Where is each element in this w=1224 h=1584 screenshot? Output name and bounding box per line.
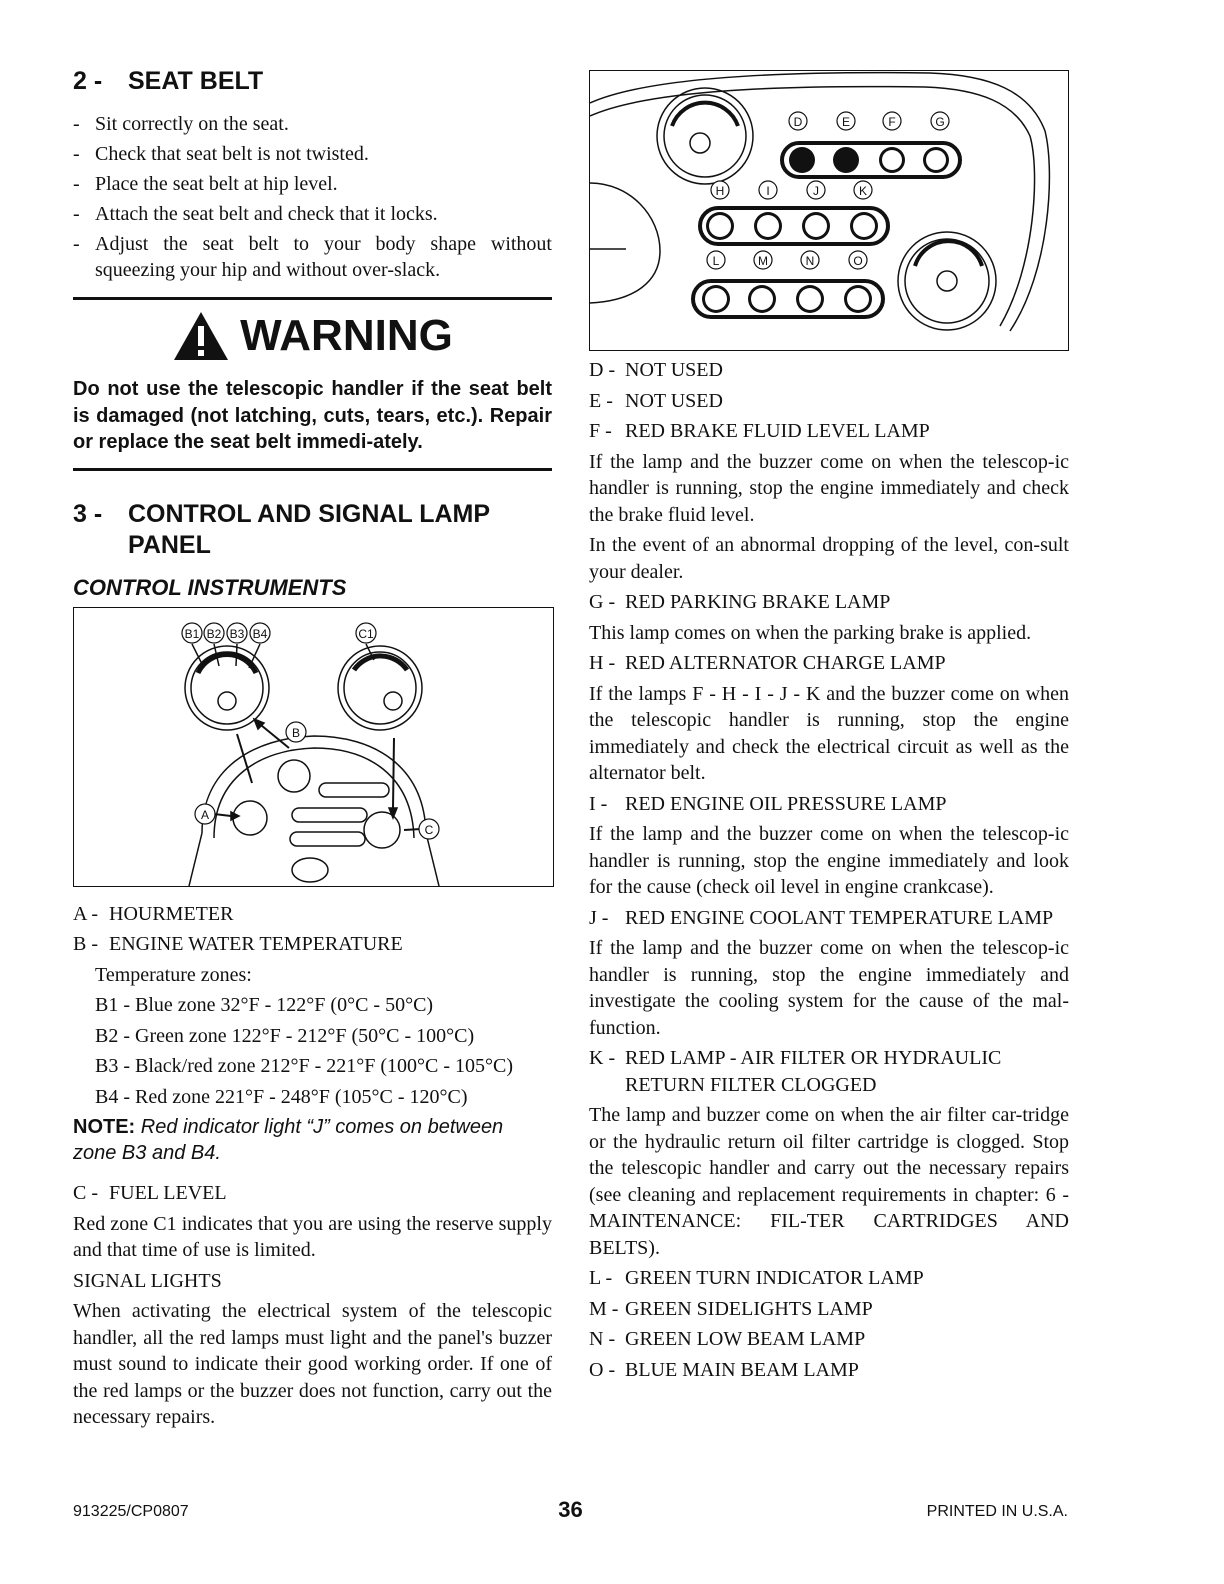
item-g-text: This lamp comes on when the parking brake is applied. xyxy=(589,621,1032,644)
zone-b3: B3 - Black/red zone 212°F - 221°F (100°C - 105°C) xyxy=(95,1055,514,1077)
warning-triangle-icon xyxy=(172,310,230,362)
item-b: B - ENGINE WATER TEMPERATURE xyxy=(73,933,403,955)
label-g: G xyxy=(935,115,945,129)
item-a: A - HOURMETER xyxy=(73,902,234,925)
label-a: A xyxy=(200,807,210,822)
signal-lights-heading: SIGNAL LIGHTS xyxy=(73,1269,222,1292)
label-l: L xyxy=(712,254,720,268)
label-m: M xyxy=(758,254,768,268)
control-instruments-heading: CONTROL INSTRUMENTS xyxy=(73,574,347,600)
warning-title xyxy=(73,310,552,362)
fuel-text: Red zone C1 indicates that you are using the reserve supply and that time of use is limited. xyxy=(73,1212,552,1261)
item-h-text: If the lamps F - H - I - J - K and the buzzer come on when the telescopic handler is running, stop the engine immediately and check the electrical circuit as well as the alternator belt. xyxy=(589,682,1069,784)
label-j: J xyxy=(813,184,819,198)
list-item: - Adjust the seat belt to your body shape without squeezing your hip and without over-slack. xyxy=(73,233,552,281)
label-b3: B3 xyxy=(229,626,245,641)
page-footer xyxy=(73,1497,1068,1524)
warning-text: Do not use the telescopic handler if the seat belt is damaged (not latching, cuts, tears, etc.). Repair or replace the seat belt immedi-ately. xyxy=(73,378,552,453)
printed-note: PRINTED IN U.S.A. xyxy=(926,1503,1068,1520)
section-number: 3 - xyxy=(73,499,103,528)
signal-lamp-figure xyxy=(589,70,1069,351)
control-instruments-figure xyxy=(73,607,554,887)
page-number: 36 xyxy=(558,1497,583,1522)
label-e: E xyxy=(841,115,851,129)
label-c1: C1 xyxy=(358,626,374,641)
zone-b1: B1 - Blue zone 32°F - 122°F (0°C - 50°C) xyxy=(95,994,434,1016)
item-c: C - FUEL LEVEL xyxy=(73,1182,227,1204)
label-h: H xyxy=(715,184,725,198)
label-b: B xyxy=(291,725,301,740)
item-o: O - BLUE MAIN BEAM LAMP xyxy=(589,1358,859,1381)
item-f-text: If the lamp and the buzzer come on when the telescop-ic handler is running, stop the engine immediately and check the brake fluid level. xyxy=(589,450,1069,526)
note: NOTE: Red indicator light “J” comes on between zone B3 and B4. xyxy=(73,1116,504,1164)
list-item: - Check that seat belt is not twisted. xyxy=(73,143,369,165)
left-column xyxy=(73,66,552,1435)
section-title: SEAT BELT xyxy=(128,67,264,95)
item-n: N - GREEN LOW BEAM LAMP xyxy=(589,1328,866,1350)
label-n: N xyxy=(805,254,815,268)
zone-b2: B2 - Green zone 122°F - 212°F (50°C - 100°C) xyxy=(95,1024,475,1047)
zone-b4: B4 - Red zone 221°F - 248°F (105°C - 120°C) xyxy=(95,1085,468,1108)
label-o: O xyxy=(853,254,863,268)
label-c: C xyxy=(424,822,434,837)
item-k-text: The lamp and buzzer come on when the air filter car-tridge or the hydraulic return oil filter cartridge is clogged. Stop the telescopic handler and carry out the necessary repairs (see cleaning and replacement requirements in chapter: 6 - MAINTENANCE: FIL-TER CARTRIDGES AND BELTS). xyxy=(589,1104,1069,1259)
item-j: J - RED ENGINE COOLANT TEMPERATURE LAMP xyxy=(589,906,1054,929)
list-item: - Place the seat belt at hip level. xyxy=(73,173,338,195)
list-item: - Attach the seat belt and check that it locks. xyxy=(73,203,438,225)
item-d: D - NOT USED xyxy=(589,359,723,381)
divider xyxy=(73,468,552,471)
item-l: L - GREEN TURN INDICATOR LAMP xyxy=(589,1267,924,1289)
item-f-text-2: In the event of an abnormal dropping of the level, con-sult your dealer. xyxy=(589,534,1069,583)
label-i: I xyxy=(766,184,770,198)
divider xyxy=(73,297,552,300)
lamp-panel-diagram xyxy=(590,71,1068,350)
seat-belt-list xyxy=(73,111,552,283)
temp-zones-label: Temperature zones: xyxy=(95,963,252,986)
item-i-text: If the lamp and the buzzer come on when the telescop-ic handler is running, stop the engine immediately and look for the cause (check oil level in engine crankcase). xyxy=(589,823,1069,898)
label-b2: B2 xyxy=(206,626,222,641)
section-number: 2 - xyxy=(73,67,103,95)
right-column xyxy=(589,70,1069,1387)
item-h: H - RED ALTERNATOR CHARGE LAMP xyxy=(589,652,946,674)
signal-lights-text: When activating the electrical system of the telescopic handler, all the red lamps must light and the panel's buzzer must sound to indicate their good working order. If one of the red lamps or the buzzer does not function, carry out the necessary repairs. xyxy=(73,1300,552,1428)
warning-label: WARNING xyxy=(240,311,453,360)
item-j-text: If the lamp and the buzzer come on when the telescop-ic handler is running, stop the engine immediately and investigate the cooling system for the cause of the mal-function. xyxy=(589,937,1069,1039)
item-m: M - GREEN SIDELIGHTS LAMP xyxy=(589,1297,873,1320)
label-k: K xyxy=(858,184,868,198)
section-title: CONTROL AND SIGNAL LAMP PANEL xyxy=(128,499,490,559)
label-d: D xyxy=(793,115,803,129)
control-panel-heading xyxy=(73,499,552,561)
list-item: - Sit correctly on the seat. xyxy=(73,113,289,135)
item-f: F - RED BRAKE FLUID LEVEL LAMP xyxy=(589,420,930,442)
instrument-panel-diagram xyxy=(74,608,553,886)
label-b4: B4 xyxy=(252,626,268,641)
doc-id: 913225/CP0807 xyxy=(73,1503,189,1520)
item-e: E - NOT USED xyxy=(589,389,723,412)
item-g: G - RED PARKING BRAKE LAMP xyxy=(589,591,891,613)
seat-belt-heading xyxy=(73,66,552,97)
item-k: K - RED LAMP - AIR FILTER OR HYDRAULIC RETURN FILTER CLOGGED xyxy=(589,1047,1002,1096)
item-i: I - RED ENGINE OIL PRESSURE LAMP xyxy=(589,792,947,815)
label-b1: B1 xyxy=(184,626,200,641)
label-f: F xyxy=(888,115,896,129)
